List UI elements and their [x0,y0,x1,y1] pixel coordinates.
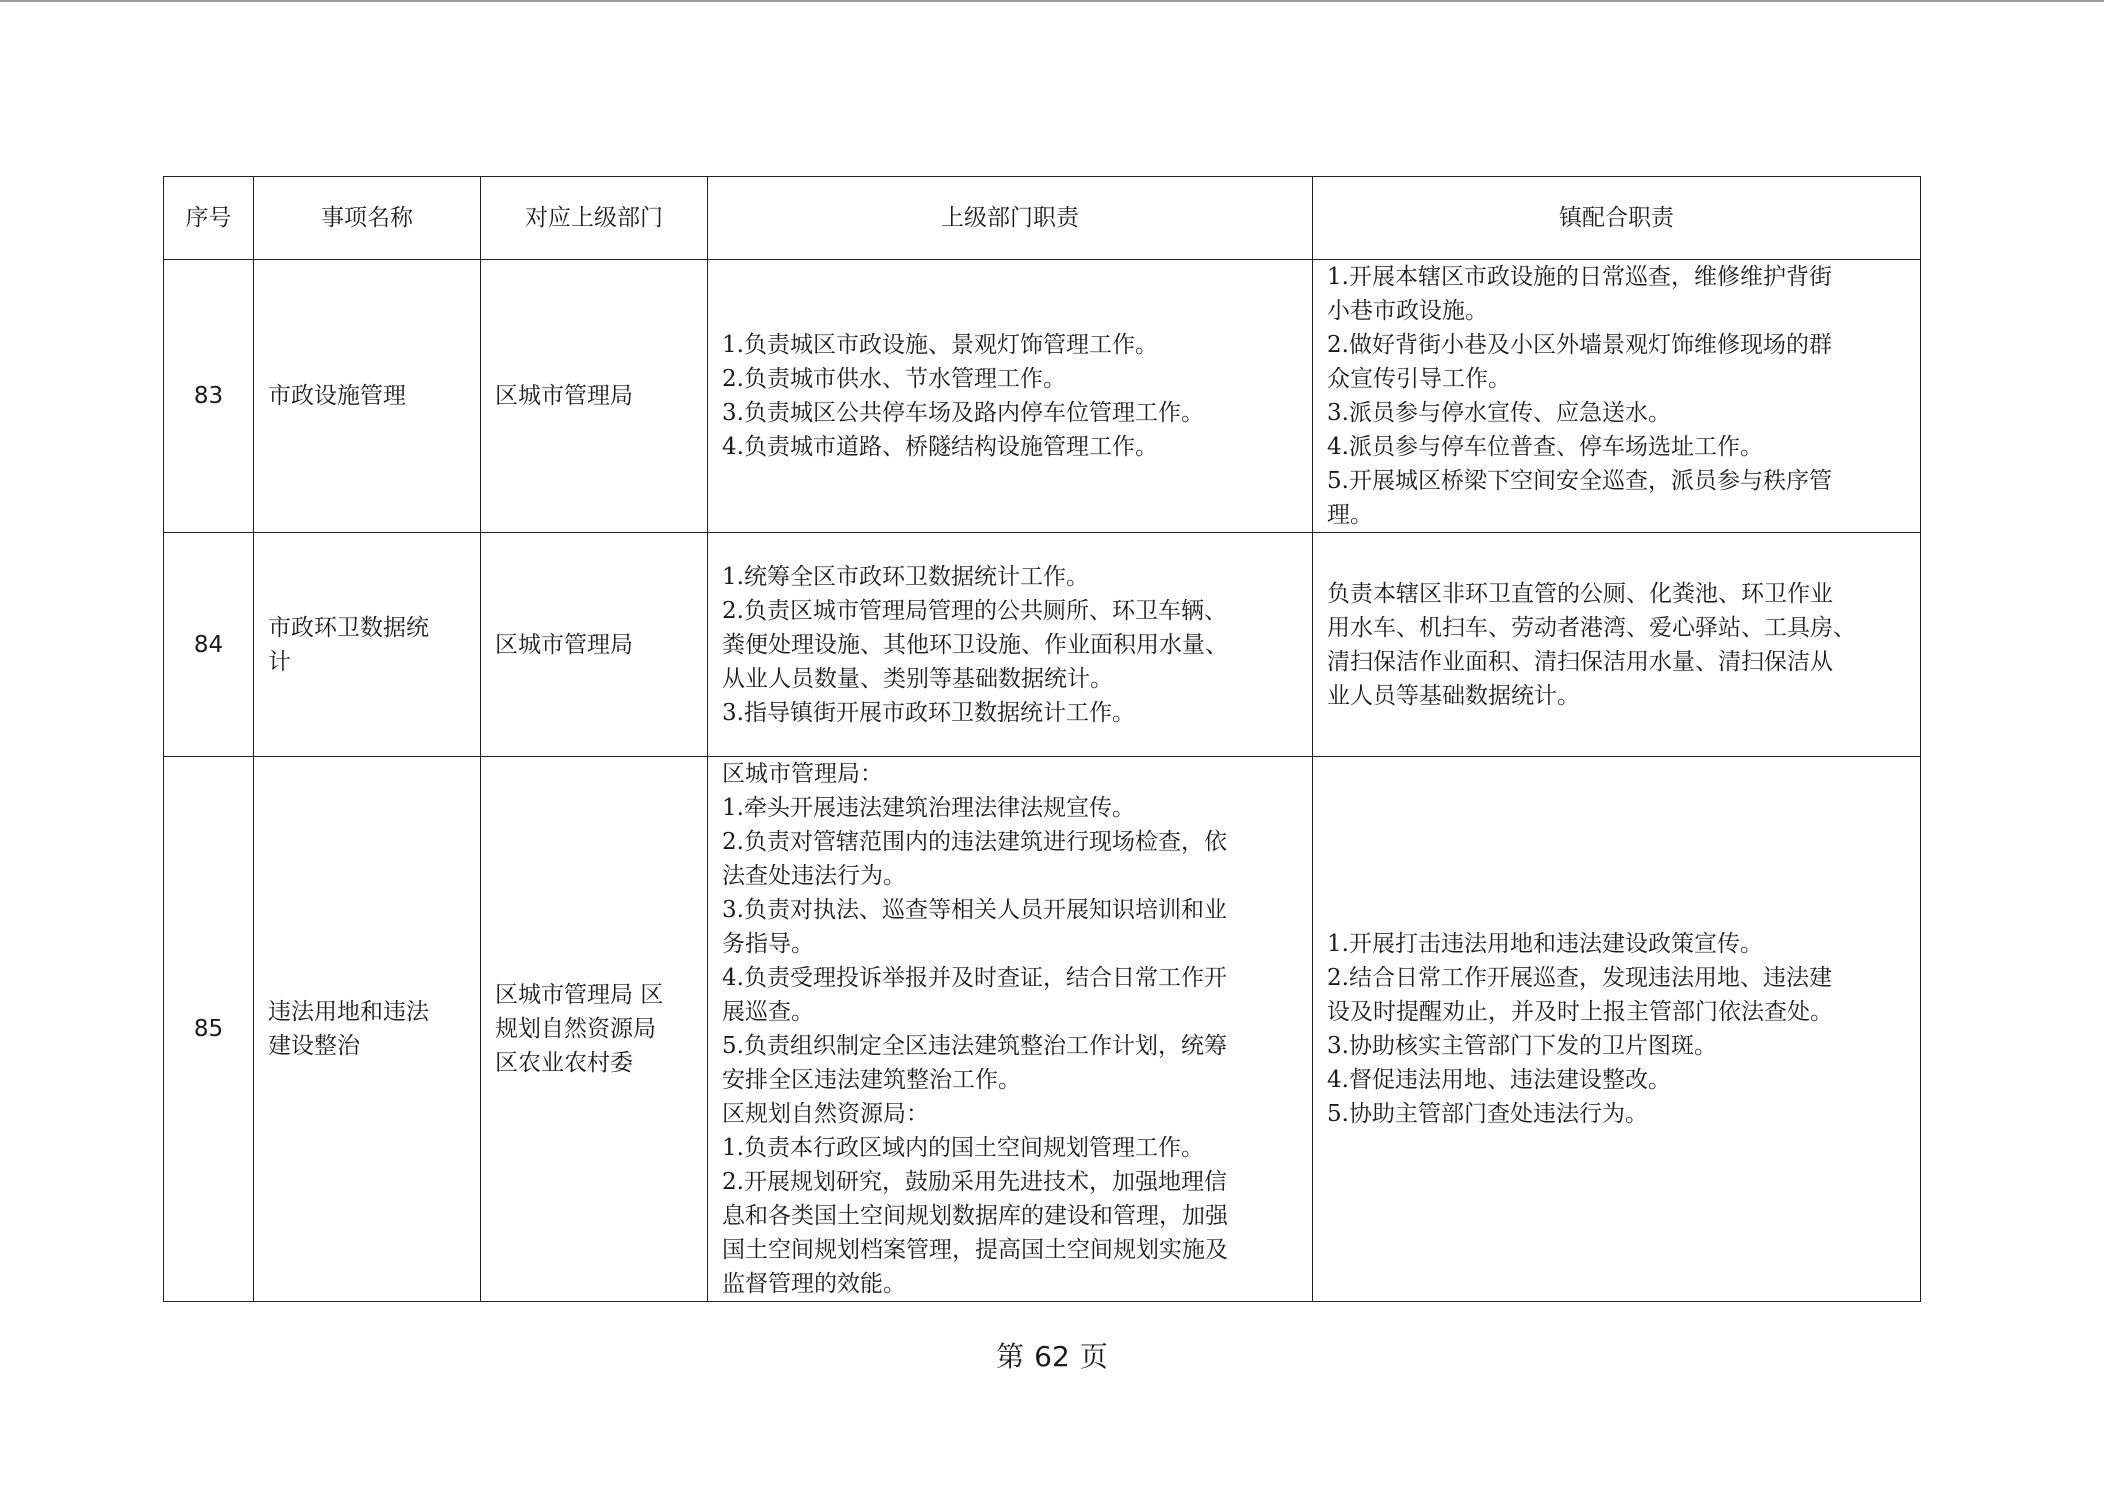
superior-dept-cell [481,757,708,1302]
table-row [164,260,1921,533]
cell-line: 2.开展规划研究，鼓励采用先进技术，加强地理信 [722,1169,1227,1195]
cell-line: 计 [268,648,291,675]
header-item-name: 事项名称 [254,177,481,260]
page-footer [0,1335,2104,1375]
town-duties-cell [1313,757,1921,1302]
table-header-row [164,177,1921,260]
header-town-duties: 镇配合职责 [1313,177,1921,260]
cell-line: 建设整治 [268,1033,360,1059]
header-superior-dept: 对应上级部门 [481,177,708,260]
cell-line: 1.开展本辖区市政设施的日常巡查，维修维护背街 [1327,264,1832,290]
cell-line: 4.负责城市道路、桥隧结构设施管理工作。 [722,434,1158,460]
serial-cell: 84 [164,533,254,757]
cell-line: 2.负责对管辖范围内的违法建筑进行现场检查，依 [722,829,1227,855]
cell-line: 1.牵头开展违法建筑治理法律法规宣传。 [722,795,1135,821]
cell-line: 区农业农村委 [495,1050,633,1076]
item-name-cell [254,260,481,533]
superior-duties-cell [708,757,1313,1302]
cell-line: 1.统筹全区市政环卫数据统计工作。 [722,563,1089,590]
footer-prefix: 第 [996,1340,1025,1373]
cell-line: 3.指导镇街开展市政环卫数据统计工作。 [722,699,1135,726]
cell-line: 3.负责城区公共停车场及路内停车位管理工作。 [722,400,1204,426]
serial-cell: 83 [164,260,254,533]
cell-line: 5.协助主管部门查处违法行为。 [1327,1101,1648,1127]
cell-line: 1.负责城区市政设施、景观灯饰管理工作。 [722,332,1158,358]
cell-line: 2.做好背街小巷及小区外墙景观灯饰维修现场的群 [1327,332,1832,358]
superior-duties-cell [708,533,1313,757]
cell-line: 粪便处理设施、其他环卫设施、作业面积用水量、 [722,631,1228,658]
cell-line: 法查处违法行为。 [722,863,906,889]
cell-line: 区城市管理局 [495,383,633,409]
header-superior-duties: 上级部门职责 [708,177,1313,260]
cell-line: 负责本辖区非环卫直管的公厕、化粪池、环卫作业 [1327,580,1833,607]
duty-table [163,176,1921,1302]
cell-line: 2.结合日常工作开展巡查，发现违法用地、违法建 [1327,965,1832,991]
cell-line: 区城市管理局： [722,761,883,787]
cell-line: 市政环卫数据统 [268,614,429,641]
cell-line: 用水车、机扫车、劳动者港湾、爱心驿站、工具房、 [1327,614,1856,641]
town-duties-cell [1313,533,1921,757]
cell-line: 业人员等基础数据统计。 [1327,682,1580,709]
footer-suffix: 页 [1079,1340,1108,1373]
cell-line: 4.督促违法用地、违法建设整改。 [1327,1067,1671,1093]
table-row [164,533,1921,757]
cell-line: 2.负责区城市管理局管理的公共厕所、环卫车辆、 [722,597,1227,624]
cell-line: 展巡查。 [722,999,814,1025]
cell-line: 务指导。 [722,931,814,957]
cell-line: 清扫保洁作业面积、清扫保洁用水量、清扫保洁从 [1327,648,1833,675]
superior-dept-cell [481,533,708,757]
cell-line: 4.负责受理投诉举报并及时查证，结合日常工作开 [722,965,1227,991]
page-number: 62 [1034,1340,1070,1373]
cell-line: 区规划自然资源局： [722,1101,929,1127]
cell-line: 国土空间规划档案管理，提高国土空间规划实施及 [722,1237,1228,1263]
cell-line: 5.开展城区桥梁下空间安全巡查，派员参与秩序管 [1327,468,1832,494]
top-border-line [0,0,2104,2]
superior-dept-cell [481,260,708,533]
cell-line: 设及时提醒劝止，并及时上报主管部门依法查处。 [1327,999,1833,1025]
table-row [164,757,1921,1302]
cell-line: 1.开展打击违法用地和违法建设政策宣传。 [1327,931,1763,957]
cell-line: 区城市管理局 [495,631,633,658]
cell-line: 2.负责城市供水、节水管理工作。 [722,366,1066,392]
cell-line: 息和各类国土空间规划数据库的建设和管理，加强 [722,1203,1228,1229]
cell-line: 4.派员参与停车位普查、停车场选址工作。 [1327,434,1763,460]
cell-line: 违法用地和违法 [268,999,429,1025]
cell-line: 从业人员数量、类别等基础数据统计。 [722,665,1113,692]
item-name-cell [254,533,481,757]
cell-line: 监督管理的效能。 [722,1271,906,1297]
cell-line: 市政设施管理 [268,383,406,409]
cell-line: 3.负责对执法、巡查等相关人员开展知识培训和业 [722,897,1227,923]
cell-line: 3.派员参与停水宣传、应急送水。 [1327,400,1671,426]
cell-line: 安排全区违法建筑整治工作。 [722,1067,1021,1093]
cell-line: 1.负责本行政区域内的国土空间规划管理工作。 [722,1135,1204,1161]
item-name-cell [254,757,481,1302]
town-duties-cell [1313,260,1921,533]
cell-line: 5.负责组织制定全区违法建筑整治工作计划，统筹 [722,1033,1227,1059]
superior-duties-cell [708,260,1313,533]
cell-line: 众宣传引导工作。 [1327,366,1511,392]
cell-line: 小巷市政设施。 [1327,298,1488,324]
cell-line: 规划自然资源局 [495,1016,656,1042]
cell-line: 3.协助核实主管部门下发的卫片图斑。 [1327,1033,1717,1059]
cell-line: 理。 [1327,502,1373,528]
cell-line: 区城市管理局 区 [495,982,664,1008]
header-serial: 序号 [164,177,254,260]
serial-cell: 85 [164,757,254,1302]
